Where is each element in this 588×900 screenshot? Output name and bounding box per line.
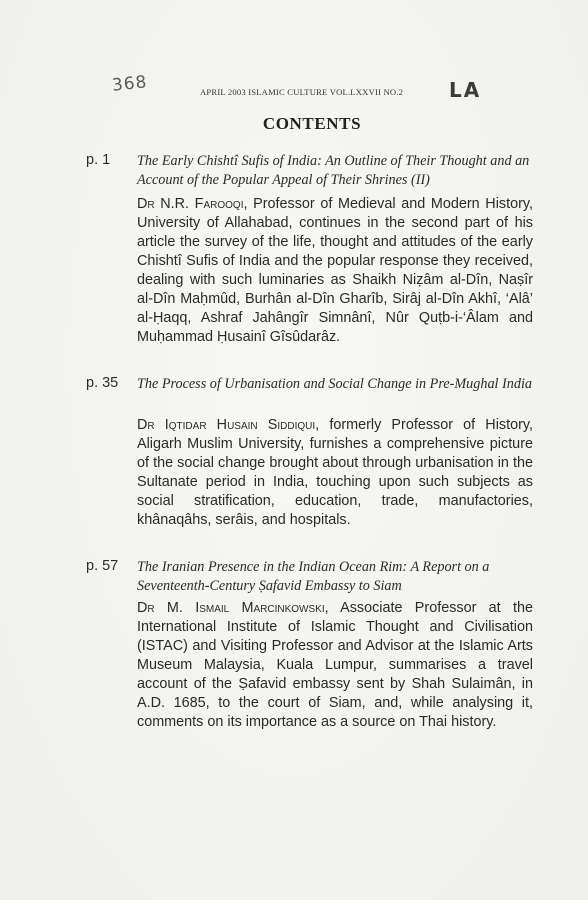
handwritten-page-number: 368 xyxy=(111,72,149,96)
author-name: Dr N.R. Farooqi xyxy=(137,196,244,212)
article-description xyxy=(137,599,533,732)
article-title: The Iranian Presence in the Indian Ocean Rim: A Report on a Seventeenth-Century Ṣafavid Embassy to Siam xyxy=(137,559,490,594)
article-description xyxy=(137,195,533,347)
page-reference: p. 1 xyxy=(86,152,111,168)
running-head: APRIL 2003 ISLAMIC CULTURE VOL.LXXVII NO.2 xyxy=(200,87,404,97)
description-text: , Associate Professor at the International Institute of Islamic Thought and Civilisation (ISTAC) and Visiting Professor and Advisor at the Islamic Arts Museum Malaysia, Kuala Lumpur, summarises a travel account of the Ṣafavid embassy sent by Shah Sulaimân, in A.D. 1685, to the court of Siam, and, while analysing it, comments on its importance as a source on Thai history. xyxy=(137,600,533,730)
page-title: CONTENTS xyxy=(262,114,362,133)
description-text: , formerly Professor of History, Aligarh Muslim University, furnishes a comprehensive picture of the social change brought about through urbanisation in the Sultanate period in India, touching upon such subjects as social stratification, education, trade, manufactories, khânaqâhs, serâis, and hospitals. xyxy=(137,417,534,528)
handwritten-mark: LA xyxy=(449,78,482,102)
page-reference: p. 35 xyxy=(86,375,119,391)
page-reference: p. 57 xyxy=(86,558,119,574)
author-name: Dr Iqtidar Husain Siddiqui xyxy=(137,417,316,433)
article-description xyxy=(137,416,533,530)
author-name: Dr M. Ismail Marcinkowski xyxy=(137,600,325,616)
article-title: The Early Chishtî Sufis of India: An Outline of Their Thought and an Account of the Popular Appeal of Their Shrines (II) xyxy=(137,153,530,188)
article-title: The Process of Urbanisation and Social Change in Pre-Mughal India xyxy=(137,376,532,392)
description-text: , Professor of Medieval and Modern History, University of Allahabad, continues in the second part of his article the survey of the life, thought and attitudes of the early Chishtî Sufis of India and the popular response they received, dealing with such luminaries as Shaikh Niẓâm al-Dîn, Naṣîr al-Dîn Maḥmûd, Burhân al-Dîn Gharîb, Sirâj al-Dîn Akhî, ‘Alâ’ al-Ḥaqq, Ashraf Jahângîr Simnânî, Nûr Quṭb-i-‘Âlam and Muḥammad Ḥusainî Gîsûdarâz. xyxy=(137,196,534,345)
